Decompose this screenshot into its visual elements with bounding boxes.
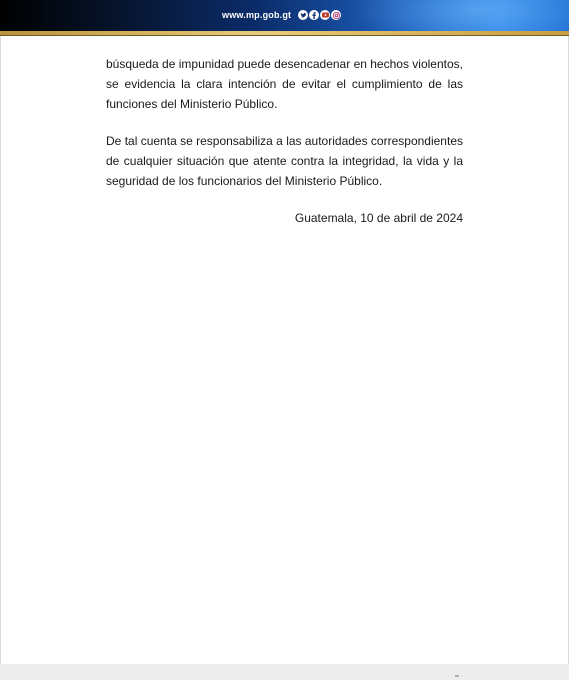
letterhead-banner bbox=[0, 0, 569, 31]
youtube-icon bbox=[320, 10, 330, 20]
banner-sheen bbox=[349, 0, 569, 31]
social-icons bbox=[298, 10, 341, 20]
body-paragraph-1: búsqueda de impunidad puede desencadenar en hechos violentos, se evidencia la clara intención de evitar el cumplimiento de las funciones del Ministerio Público. bbox=[106, 57, 463, 111]
facebook-icon bbox=[309, 10, 319, 20]
page-corner-mark bbox=[455, 675, 459, 677]
date-line: Guatemala, 10 de abril de 2024 bbox=[294, 211, 463, 225]
instagram-icon bbox=[331, 10, 341, 20]
site-url: www.mp.gob.gt bbox=[222, 10, 292, 20]
twitter-icon bbox=[298, 10, 308, 20]
page-edge-left bbox=[0, 36, 1, 664]
page-bottom-edge bbox=[0, 664, 569, 680]
body-paragraph-2: De tal cuenta se responsabiliza a las autoridades correspondientes de cualquier situación que atente contra la integridad, la vida y la seguridad de los funcionarios del Ministerio Público. bbox=[106, 134, 463, 188]
gold-divider-shadow bbox=[0, 35, 569, 36]
